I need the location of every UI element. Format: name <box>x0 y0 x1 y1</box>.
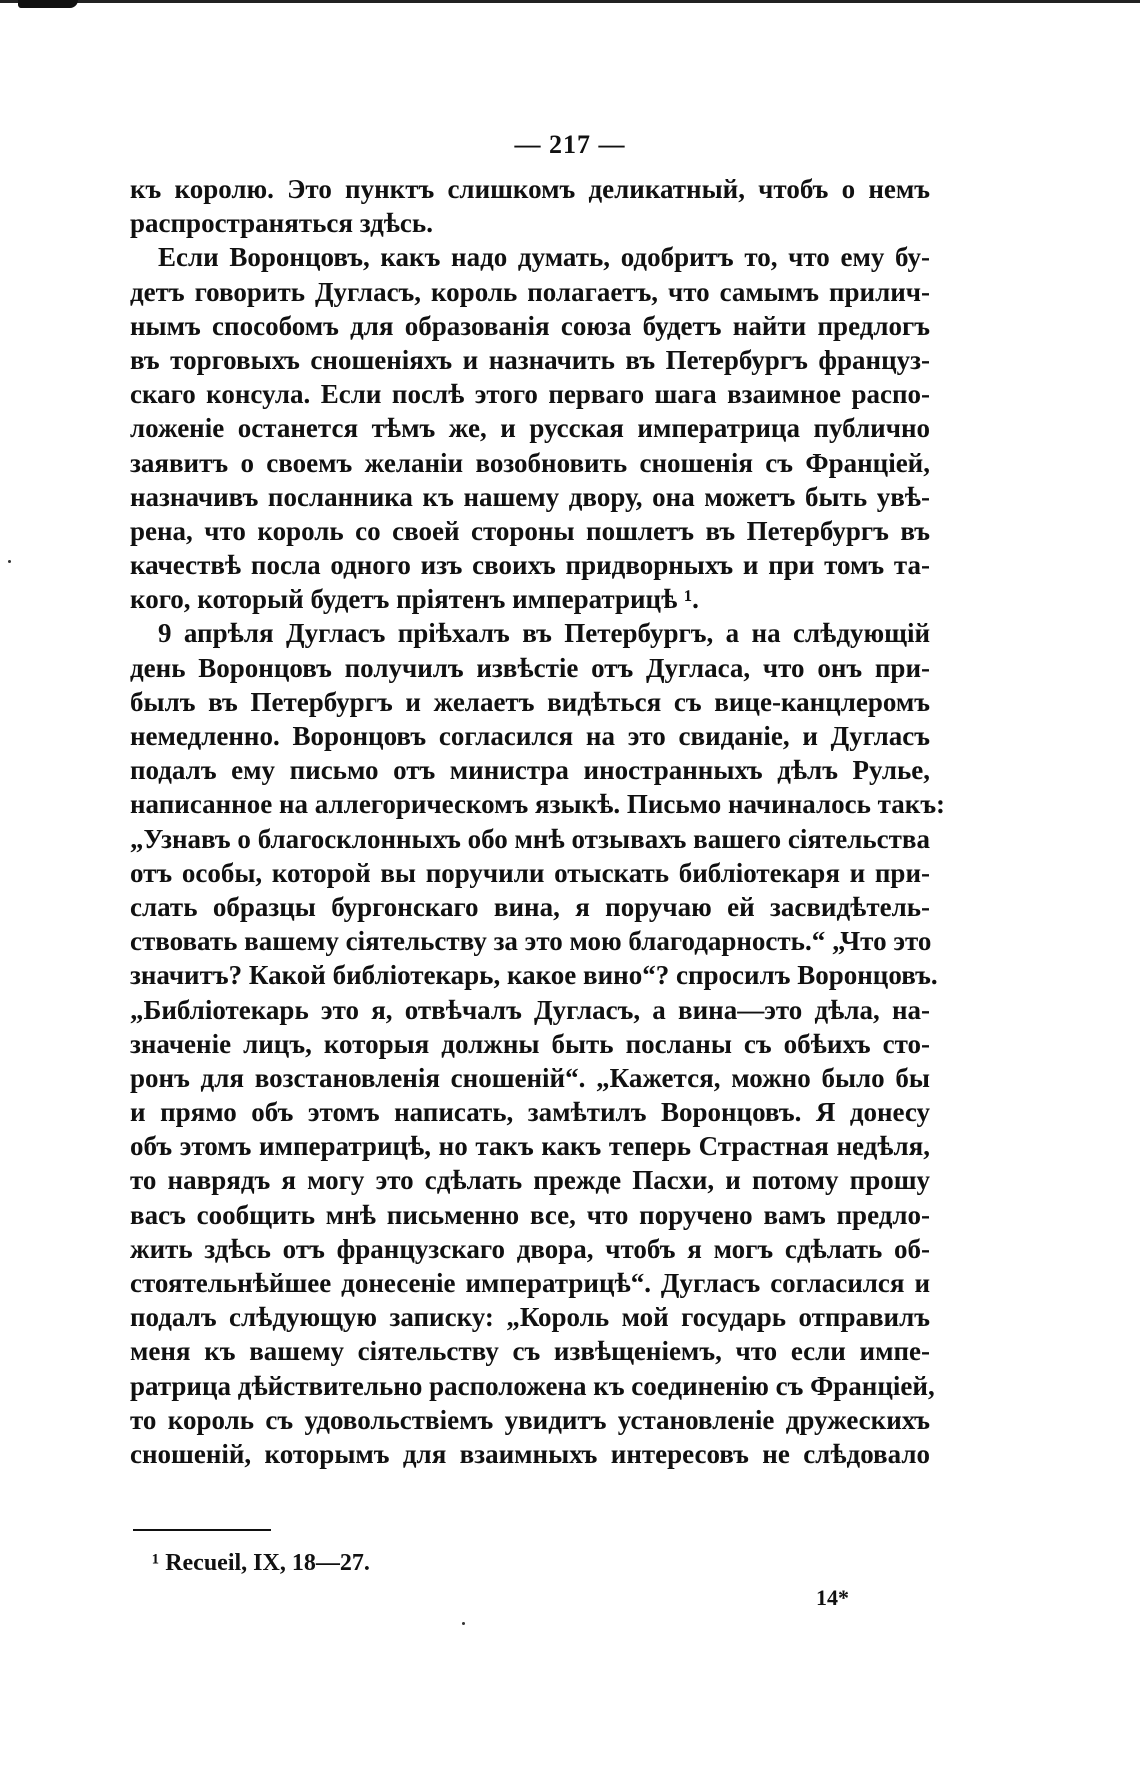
text-line: меня къ вашему сіятельству съ извѣщеніемъ, что если импе- <box>130 1336 930 1367</box>
text-line: „Узнавъ о благосклонныхъ обо мнѣ отзывахъ вашего сіятельства <box>130 823 930 854</box>
text-line: кого, который будетъ пріятенъ императрицѣ ¹. <box>130 584 699 615</box>
text-line: слать образцы бургонскаго вина, я поручаю ей засвидѣтель- <box>130 891 930 922</box>
text-line: 9 апрѣля Дугласъ пріѣхалъ въ Петербургъ, а на слѣдующій <box>158 618 930 649</box>
text-line: стоятельнѣйшее донесеніе императрицѣ“. Дугласъ согласился и <box>130 1268 930 1298</box>
text-line: распространяться здѣсь. <box>130 208 433 239</box>
text-line: и прямо объ этомъ написать, замѣтилъ Воронцовъ. Я донесу <box>130 1097 930 1128</box>
text-line: отъ особы, которой вы поручили отыскать библіотекаря и при- <box>130 857 930 888</box>
body-text <box>130 172 946 1471</box>
text-line: нымъ способомъ для образованія союза будетъ найти предлогъ <box>130 310 930 341</box>
print-speck <box>462 1622 465 1625</box>
footnote: ¹ Recueil, IX, 18—27. <box>152 1550 370 1576</box>
text-line: объ этомъ императрицѣ, но такъ какъ теперь Страстная недѣля, <box>130 1131 930 1162</box>
scan-edge-rule <box>0 0 1140 3</box>
scan-smudge <box>18 0 78 8</box>
text-line: немедленно. Воронцовъ согласился на это свиданіе, и Дугласъ <box>130 721 930 751</box>
text-line: рена, что король со своей стороны пошлетъ въ Петербургъ въ <box>130 515 930 546</box>
text-line: детъ говорить Дугласъ, король полагаетъ, что самымъ прилич- <box>130 276 930 307</box>
text-line: жить здѣсь отъ французскаго двора, чтобъ я могъ сдѣлать об- <box>130 1233 930 1264</box>
text-line: ратрица дѣйствительно расположена къ соединенію съ Франціей, <box>130 1370 935 1401</box>
text-line: назначивъ посланника къ нашему двору, она можетъ быть увѣ- <box>130 481 930 512</box>
footnote-divider <box>133 1529 271 1531</box>
printer-signature-mark: 14* <box>816 1585 849 1610</box>
text-line: Если Воронцовъ, какъ надо думать, одобритъ то, что ему бу- <box>158 242 930 273</box>
text-line: ствовать вашему сіятельству за это мою благодарность.“ „Что это <box>130 926 932 957</box>
page-number: — 217 — <box>514 130 626 159</box>
text-line: то король съ удовольствіемъ увидитъ установленіе дружескихъ <box>130 1404 930 1435</box>
text-line: день Воронцовъ получилъ извѣстіе отъ Дугласа, что онъ при- <box>130 652 930 683</box>
text-line: сношеній, которымъ для взаимныхъ интересовъ не слѣдовало <box>130 1438 930 1469</box>
text-line: ронъ для возстановленія сношеній“. „Кажется, можно было бы <box>130 1062 930 1093</box>
text-line: ложеніе останется тѣмъ же, и русская императрица публично <box>130 413 930 444</box>
text-line: былъ въ Петербургъ и желаетъ видѣться съ вице-канцлеромъ <box>130 686 930 717</box>
text-line: написанное на аллегорическомъ языкѣ. Письмо начиналось такъ: <box>130 789 946 820</box>
text-line: значитъ? Какой библіотекарь, какое вино“? спросилъ Воронцовъ. <box>130 960 938 991</box>
text-line: заявитъ о своемъ желаніи возобновить сношенія съ Франціей, <box>130 447 930 478</box>
text-line: скаго консула. Если послѣ этого перваго шага взаимное распо- <box>130 379 930 410</box>
text-line: значеніе лицъ, которыя должны быть посланы съ обѣихъ сто- <box>130 1028 930 1059</box>
text-line: „Библіотекарь это я, отвѣчалъ Дугласъ, а вина—это дѣла, на- <box>130 994 930 1025</box>
text-line: то наврядъ я могу это сдѣлать прежде Пасхи, и потому прошу <box>130 1165 930 1196</box>
text-line: качествѣ посла одного изъ своихъ придворныхъ и при томъ та- <box>130 550 930 581</box>
text-line: подалъ слѣдующую записку: „Король мой государь отправилъ <box>130 1302 930 1333</box>
print-speck <box>8 560 11 563</box>
text-line: васъ сообщить мнѣ письменно все, что поручено вамъ предло- <box>130 1199 930 1230</box>
text-line: въ торговыхъ сношеніяхъ и назначить въ Петербургъ француз- <box>130 344 930 375</box>
text-line: къ королю. Это пунктъ слишкомъ деликатный, чтобъ о немъ <box>130 174 930 204</box>
text-line: подалъ ему письмо отъ министра иностранныхъ дѣлъ Рулье, <box>130 755 930 786</box>
